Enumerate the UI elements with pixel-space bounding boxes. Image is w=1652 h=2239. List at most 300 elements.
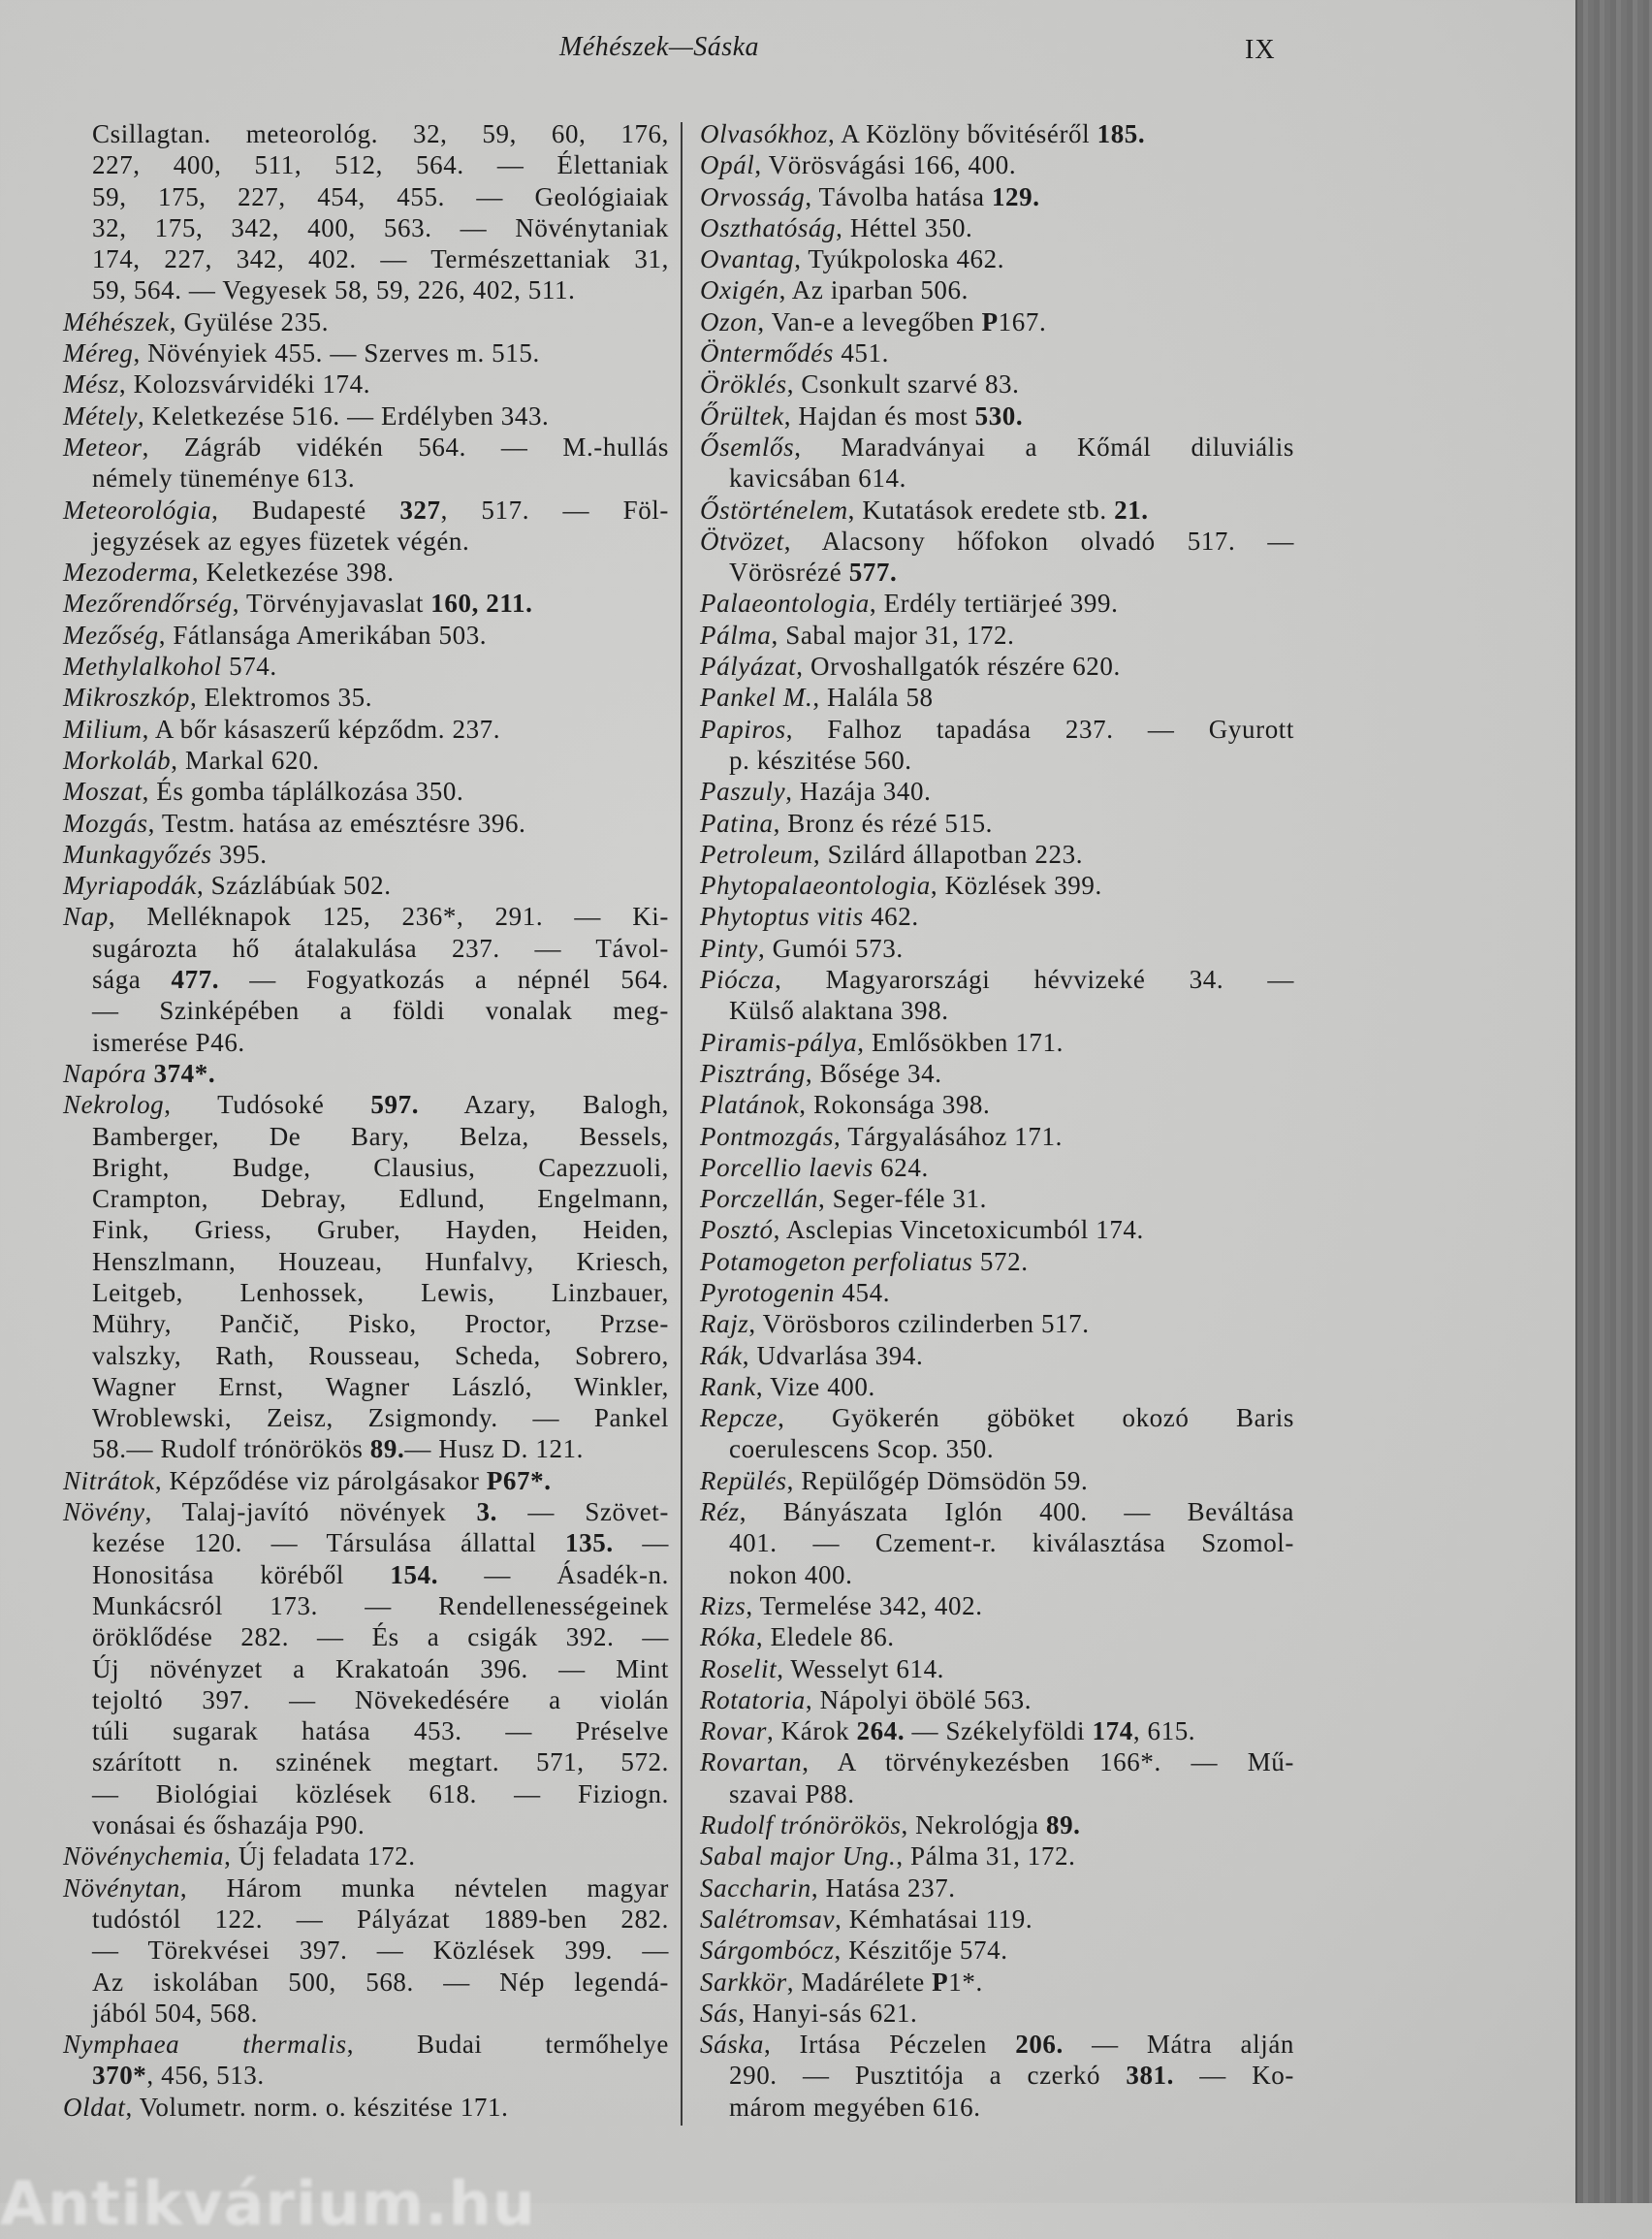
entry-text: 59, 175, 227, 454, 455. — Geológiaiak bbox=[92, 181, 669, 211]
index-entry-line bbox=[63, 620, 669, 651]
index-entry-line bbox=[700, 400, 1294, 432]
entry-text: p. készitése 560. bbox=[729, 745, 912, 775]
entry-text: , Három munka névtelen magyar bbox=[179, 1872, 669, 1903]
entry-text: , Van-e a levegőben bbox=[757, 306, 982, 336]
entry-text: , Halála 58 bbox=[812, 683, 934, 713]
index-entry-line bbox=[700, 1027, 1294, 1058]
entry-text: Honositása köréből bbox=[92, 1559, 391, 1589]
entry-headword: Napóra bbox=[63, 1058, 147, 1088]
index-entry bbox=[700, 588, 1294, 619]
entry-text: , A törvénykezésben 166*. — Mű- bbox=[802, 1747, 1294, 1777]
page-reference-bold: 577. bbox=[848, 558, 898, 588]
index-entry bbox=[63, 682, 669, 713]
entry-text: , Hajdan és most bbox=[783, 400, 975, 431]
entry-text: , Képződése viz párolgásakor bbox=[154, 1465, 487, 1495]
entry-headword: Róka bbox=[700, 1622, 756, 1652]
entry-headword: Meteorológia bbox=[63, 495, 212, 525]
index-entry bbox=[700, 1058, 1294, 1089]
entry-headword: Palaeontologia bbox=[700, 589, 870, 619]
index-entry bbox=[700, 1715, 1294, 1746]
index-entry bbox=[700, 651, 1294, 682]
index-entry-continuation-line bbox=[63, 1308, 669, 1339]
entry-headword: Methylalkohol bbox=[63, 652, 222, 682]
entry-text: , Gyökerén göböket okozó Baris bbox=[778, 1403, 1294, 1433]
index-entry-continuation-line bbox=[63, 181, 669, 212]
entry-text: , Bronz és rézé 515. bbox=[773, 808, 994, 838]
page-reference-bold: 89. bbox=[369, 1434, 405, 1464]
entry-text: nokon 400. bbox=[729, 1559, 853, 1589]
entry-headword: Milium bbox=[63, 714, 143, 744]
index-entry bbox=[700, 1465, 1294, 1496]
entry-headword: Saccharin bbox=[700, 1872, 811, 1903]
index-entry bbox=[700, 1214, 1294, 1245]
entry-headword: Rotatoria bbox=[700, 1684, 806, 1714]
index-entry bbox=[63, 337, 669, 368]
entry-headword: Phytoptus vitis bbox=[700, 902, 864, 932]
index-entry-line bbox=[63, 432, 669, 463]
index-entry bbox=[63, 1872, 669, 2029]
index-entry-continuation-line bbox=[63, 526, 669, 557]
entry-text: , Távolba hatása bbox=[805, 181, 992, 211]
entry-text: , Nekrológja bbox=[901, 1810, 1046, 1840]
entry-headword: Moszat bbox=[63, 777, 143, 807]
index-entry-line bbox=[63, 118, 669, 149]
index-entry-line bbox=[700, 212, 1294, 243]
index-entry bbox=[63, 588, 669, 619]
index-entry-continuation-line bbox=[63, 933, 669, 964]
index-entry-continuation-line bbox=[700, 1559, 1294, 1590]
entry-headword: Sáska bbox=[700, 2030, 764, 2060]
page-reference-bold: 174 bbox=[1092, 1716, 1133, 1746]
entry-text: 401. — Czement-r. kiválasztása Szomol- bbox=[729, 1528, 1294, 1558]
entry-text: , 517. — Föl- bbox=[440, 495, 670, 525]
index-entry-continuation-line bbox=[63, 1715, 669, 1746]
index-entry bbox=[63, 1465, 669, 1496]
index-entry bbox=[700, 1308, 1294, 1339]
entry-text: kezése 120. — Társulása állattal bbox=[92, 1528, 566, 1558]
index-entry bbox=[700, 1998, 1294, 2029]
entry-text: , Hanyi-sás 621. bbox=[738, 1998, 918, 2028]
index-entry-line bbox=[63, 495, 669, 526]
index-entry-continuation-line bbox=[63, 274, 669, 305]
entry-headword: Pankel M. bbox=[700, 683, 813, 713]
index-entry bbox=[700, 714, 1294, 777]
index-entry bbox=[700, 181, 1294, 212]
index-entry-line bbox=[700, 1840, 1294, 1871]
index-entry bbox=[700, 933, 1294, 964]
index-entry-line bbox=[63, 714, 669, 745]
entry-headword: Öröklés bbox=[700, 369, 787, 400]
index-entry-continuation-line bbox=[700, 745, 1294, 776]
entry-text: — Szövet- bbox=[497, 1497, 670, 1527]
entry-text: , Vize 400. bbox=[755, 1371, 875, 1401]
index-entry-continuation-line bbox=[700, 463, 1294, 494]
entry-text: , Melléknapok 125, 236*, 291. — Ki- bbox=[108, 902, 669, 932]
index-entry bbox=[63, 432, 669, 495]
entry-text: 227, 400, 511, 512, 564. — Élettaniak bbox=[92, 150, 669, 180]
index-entry bbox=[700, 1872, 1294, 1903]
entry-headword: Növénychemia bbox=[63, 1841, 225, 1871]
entry-text: , Kolozsvárvidéki 174. bbox=[118, 369, 371, 400]
entry-text: Munkácsról 173. — Rendellenességeinek bbox=[92, 1590, 669, 1620]
entry-headword: Őstörténelem bbox=[700, 495, 848, 525]
index-entry-line bbox=[700, 1746, 1294, 1777]
index-entry-line bbox=[700, 118, 1294, 149]
entry-text: , 456, 513. bbox=[146, 2061, 265, 2091]
entry-text: szavai P88. bbox=[729, 1778, 855, 1808]
entry-headword: Ozon bbox=[700, 306, 758, 336]
index-entry bbox=[700, 118, 1294, 149]
index-entry-continuation-line bbox=[63, 1746, 669, 1777]
entry-text: tejoltó 397. — Növekedésére a violán bbox=[92, 1684, 669, 1714]
index-entry-continuation-line bbox=[63, 1214, 669, 1245]
entry-headword: Mezoderma bbox=[63, 558, 192, 588]
index-entry-line bbox=[700, 1872, 1294, 1903]
entry-text: , Udvarlása 394. bbox=[742, 1340, 924, 1370]
entry-headword: Növénytan bbox=[63, 1872, 180, 1903]
index-entry bbox=[63, 1496, 669, 1840]
index-entry-line bbox=[63, 588, 669, 619]
entry-headword: Mikroszkóp bbox=[63, 683, 190, 713]
index-entry bbox=[700, 901, 1294, 932]
entry-text: márom megyében 616. bbox=[729, 2092, 981, 2122]
index-entry-continuation-line bbox=[63, 1246, 669, 1277]
entry-text: , Közlések 399. bbox=[930, 871, 1102, 901]
index-entry bbox=[700, 1935, 1294, 1966]
entry-text: , Tyúkpoloska 462. bbox=[794, 244, 1005, 274]
entry-text: — Fogyatkozás a népnél 564. bbox=[219, 965, 670, 995]
index-entry-line bbox=[63, 901, 669, 932]
entry-text: vonásai és őshazája P90. bbox=[92, 1810, 365, 1840]
entry-headword: Oldat bbox=[63, 2092, 126, 2122]
entry-headword: Posztó bbox=[700, 1215, 774, 1245]
entry-headword: Piramis-pálya bbox=[700, 1027, 858, 1057]
index-entry bbox=[700, 1027, 1294, 1058]
entry-text: , Volumetr. norm. o. készitése 171. bbox=[125, 2092, 509, 2122]
index-entry-line bbox=[63, 1872, 669, 1903]
index-entry-line bbox=[700, 1214, 1294, 1245]
entry-text: , És gomba táplálkozása 350. bbox=[142, 777, 464, 807]
index-entry-continuation-line bbox=[63, 1340, 669, 1371]
index-entry-line bbox=[700, 306, 1294, 337]
entry-text: 32, 175, 342, 400, 563. — Növénytaniak bbox=[92, 212, 669, 242]
index-entry-line bbox=[700, 1058, 1294, 1089]
index-entry-line bbox=[700, 839, 1294, 870]
page-reference-bold: 530. bbox=[974, 400, 1024, 431]
index-entry bbox=[700, 212, 1294, 243]
entry-headword: Morkoláb bbox=[63, 745, 172, 775]
index-entry-line bbox=[700, 1496, 1294, 1527]
index-entry bbox=[700, 306, 1294, 337]
page-reference-bold: 370* bbox=[92, 2061, 147, 2091]
entry-text: kavicsában 614. bbox=[729, 464, 906, 494]
entry-text: , Seger-féle 31. bbox=[817, 1184, 987, 1214]
book-binding-edge bbox=[1575, 0, 1652, 2203]
index-entry bbox=[63, 368, 669, 400]
entry-headword: Porczellán bbox=[700, 1184, 818, 1214]
index-entry-line bbox=[700, 682, 1294, 713]
entry-text: Bamberger, De Bary, Belza, Bessels, bbox=[92, 1121, 669, 1151]
entry-text: Azary, Balogh, bbox=[419, 1090, 669, 1120]
entry-text: Leitgeb, Lenhossek, Lewis, Linzbauer, bbox=[92, 1277, 669, 1307]
entry-text: 1*. bbox=[948, 1967, 983, 1997]
entry-headword: Mezőrendőrség bbox=[63, 589, 233, 619]
index-entry-continuation-line bbox=[63, 243, 669, 274]
entry-text: jegyzések az egyes füzetek végén. bbox=[92, 526, 470, 556]
entry-headword: Meteor bbox=[63, 432, 143, 462]
index-entry-continuation-line bbox=[63, 212, 669, 243]
entry-text: , Károk bbox=[766, 1716, 857, 1746]
index-entry-line bbox=[700, 870, 1294, 901]
entry-text: , Maradványai a Kőmál diluviális bbox=[794, 432, 1294, 462]
index-entry bbox=[700, 2029, 1294, 2123]
index-entry bbox=[700, 776, 1294, 807]
index-entry-line bbox=[63, 400, 669, 432]
index-entry-line bbox=[63, 2029, 669, 2060]
index-entry bbox=[700, 1840, 1294, 1871]
index-entry-continuation-line bbox=[63, 1433, 669, 1464]
index-entry-line bbox=[700, 1089, 1294, 1120]
entry-headword: Sabal major Ung. bbox=[700, 1841, 897, 1871]
index-entry bbox=[700, 495, 1294, 526]
index-entry-line bbox=[700, 1684, 1294, 1715]
index-entry-continuation-line bbox=[63, 1935, 669, 1966]
index-entry bbox=[700, 1121, 1294, 1152]
index-entry-continuation-line bbox=[63, 1371, 669, 1402]
index-entry-line bbox=[700, 1121, 1294, 1152]
entry-headword: Mozgás bbox=[63, 808, 148, 838]
index-entry-line bbox=[700, 274, 1294, 305]
entry-text: 167. bbox=[998, 306, 1047, 336]
index-entry-continuation-line bbox=[700, 995, 1294, 1026]
index-entry bbox=[700, 1621, 1294, 1652]
entry-text: , Nápolyi öbölé 563. bbox=[805, 1684, 1032, 1714]
page-reference-bold: 3. bbox=[476, 1497, 497, 1527]
index-entry-continuation-line bbox=[63, 1277, 669, 1308]
entry-headword: Potamogeton perfoliatus bbox=[700, 1246, 973, 1276]
entry-headword: Piócza bbox=[700, 965, 776, 995]
entry-headword: Paszuly bbox=[700, 777, 786, 807]
index-entry bbox=[700, 682, 1294, 713]
entry-headword: Rovartan bbox=[700, 1747, 803, 1777]
index-entry-line bbox=[700, 1903, 1294, 1935]
index-entry-line bbox=[63, 557, 669, 588]
entry-text: , Kutatások eredete stb. bbox=[847, 495, 1115, 525]
index-entry bbox=[700, 1746, 1294, 1809]
entry-text: , 615. bbox=[1132, 1716, 1196, 1746]
entry-text: , Rokonsága 398. bbox=[799, 1090, 991, 1120]
index-entry-line bbox=[63, 682, 669, 713]
index-entry-continuation-line bbox=[63, 1402, 669, 1433]
entry-headword: Ősemlős bbox=[700, 432, 795, 462]
entry-text: valszky, Rath, Rousseau, Scheda, Sobrero, bbox=[92, 1340, 669, 1370]
index-entry bbox=[700, 243, 1294, 274]
index-entry bbox=[700, 1340, 1294, 1371]
entry-text: , Százlábúak 502. bbox=[196, 871, 392, 901]
entry-headword: Rank bbox=[700, 1371, 756, 1401]
entry-text: jából 504, 568. bbox=[92, 1998, 258, 2028]
page-reference-bold: 89. bbox=[1045, 1810, 1081, 1840]
entry-headword: Mész bbox=[63, 369, 119, 400]
entry-text: , Budapesté bbox=[211, 495, 400, 525]
index-entry bbox=[700, 526, 1294, 589]
index-entry-line bbox=[700, 588, 1294, 619]
index-entry-line bbox=[63, 368, 669, 400]
entry-text: , Testm. hatása az emésztésre 396. bbox=[147, 808, 526, 838]
entry-text: , Repülőgép Dömsödön 59. bbox=[786, 1465, 1089, 1495]
index-entry-line bbox=[700, 1998, 1294, 2029]
entry-headword: Rák bbox=[700, 1340, 743, 1370]
entry-headword: Sarkkör bbox=[700, 1967, 787, 1997]
entry-text: szárított n. szinének megtart. 571, 572. bbox=[92, 1747, 669, 1777]
entry-text: — Mátra alján bbox=[1063, 2030, 1295, 2060]
entry-text: , Tudósoké bbox=[164, 1090, 371, 1120]
page-reference-bold: 160, 211. bbox=[430, 589, 533, 619]
index-entry bbox=[700, 1277, 1294, 1308]
index-entry-line bbox=[700, 243, 1294, 274]
index-entry-line bbox=[63, 870, 669, 901]
entry-headword: Roselit bbox=[700, 1653, 778, 1683]
entry-headword: Myriapodák bbox=[63, 871, 197, 901]
entry-headword: Nap bbox=[63, 902, 109, 932]
entry-headword: Pálma bbox=[700, 620, 772, 650]
index-entry-line bbox=[700, 933, 1294, 964]
entry-headword: Méreg bbox=[63, 338, 134, 368]
index-entry bbox=[700, 149, 1294, 180]
entry-text: , Csonkult szarvé 83. bbox=[786, 369, 1020, 400]
index-entry bbox=[700, 337, 1294, 368]
entry-text: Bright, Budge, Clausius, Capezzuoli, bbox=[92, 1152, 669, 1182]
entry-text: , Alacsony hőfokon olvadó 517. — bbox=[783, 526, 1294, 556]
index-entry bbox=[700, 1371, 1294, 1402]
entry-text: , Új feladata 172. bbox=[224, 1841, 416, 1871]
index-entry-line bbox=[63, 2092, 669, 2123]
entry-text: , Budai termőhelye bbox=[346, 2030, 669, 2060]
entry-text: 572. bbox=[972, 1246, 1029, 1276]
index-entry bbox=[700, 274, 1294, 305]
index-entry bbox=[700, 368, 1294, 400]
entry-headword: Őrültek bbox=[700, 400, 784, 431]
entry-text: , Zágráb vidékén 564. — M.-hullás bbox=[142, 432, 669, 462]
index-entry bbox=[700, 1809, 1294, 1840]
page-reference-bold: P67*. bbox=[486, 1465, 552, 1495]
entry-text: , Kémhatásai 119. bbox=[835, 1903, 1033, 1934]
index-entry-continuation-line bbox=[63, 964, 669, 995]
entry-headword: Öntermődés bbox=[700, 338, 834, 368]
page-reference-bold: 135. bbox=[565, 1528, 614, 1558]
index-entry bbox=[700, 1152, 1294, 1183]
entry-text: — Szinképében a földi vonalak meg- bbox=[92, 996, 669, 1026]
index-entry bbox=[63, 495, 669, 558]
entry-text: 454. bbox=[835, 1277, 891, 1307]
entry-text: — Husz D. 121. bbox=[404, 1434, 584, 1464]
index-entry bbox=[700, 432, 1294, 495]
index-entry-continuation-line bbox=[63, 1152, 669, 1183]
index-entry-continuation-line bbox=[63, 2060, 669, 2091]
index-entry bbox=[700, 400, 1294, 432]
index-entry-line bbox=[700, 1465, 1294, 1496]
index-entry bbox=[63, 557, 669, 588]
index-entry bbox=[63, 620, 669, 651]
watermark: Antikvárium.hu bbox=[0, 2168, 536, 2239]
page-reference-bold: 185. bbox=[1096, 119, 1146, 148]
index-entry-continuation-line bbox=[700, 1433, 1294, 1464]
page-reference-bold: P bbox=[981, 306, 999, 336]
entry-text: öröklődése 282. — És a csigák 392. — bbox=[92, 1622, 669, 1652]
entry-headword: Rajz bbox=[700, 1309, 749, 1339]
index-entry-line bbox=[63, 1058, 669, 1089]
index-entry-continuation-line bbox=[63, 1684, 669, 1715]
index-entry bbox=[700, 620, 1294, 651]
entry-text: Csillagtan. meteorológ. 32, 59, 60, 176, bbox=[92, 119, 669, 148]
index-entry bbox=[63, 2092, 669, 2123]
index-entry-line bbox=[700, 432, 1294, 463]
entry-headword: Nymphaea thermalis bbox=[63, 2030, 347, 2060]
entry-text: — Törekvései 397. — Közlések 399. — bbox=[92, 1935, 669, 1966]
index-entry-continuation-line bbox=[63, 1778, 669, 1809]
index-entry-continuation-line bbox=[63, 1121, 669, 1152]
index-entry-line bbox=[63, 1840, 669, 1871]
entry-headword: Petroleum bbox=[700, 839, 813, 869]
entry-text: , Asclepias Vincetoxicumból 174. bbox=[773, 1215, 1144, 1245]
entry-headword: Munkagyőzés bbox=[63, 839, 212, 869]
index-entry-line bbox=[700, 1715, 1294, 1746]
index-entry-continuation-line bbox=[63, 995, 669, 1026]
entry-text: , A bőr kásaszerű képződm. 237. bbox=[142, 714, 501, 744]
index-column-left bbox=[63, 118, 669, 2123]
entry-headword: Pontmozgás bbox=[700, 1121, 835, 1151]
entry-headword: Oszthatóság bbox=[700, 212, 837, 242]
index-entry bbox=[63, 870, 669, 901]
entry-text: coerulescens Scop. 350. bbox=[729, 1434, 995, 1464]
entry-text: 451. bbox=[833, 338, 889, 368]
entry-text: Henszlmann, Houzeau, Hunfalvy, Kriesch, bbox=[92, 1246, 669, 1276]
page-reference-bold: 206. bbox=[1015, 2030, 1064, 2060]
index-entry-line bbox=[700, 495, 1294, 526]
index-entry bbox=[700, 1496, 1294, 1590]
index-entry-continuation-line bbox=[700, 2092, 1294, 2123]
entry-headword: Rizs bbox=[700, 1590, 747, 1620]
index-entry-line bbox=[63, 808, 669, 839]
index-entry bbox=[700, 1967, 1294, 1998]
entry-text: , Irtása Péczelen bbox=[764, 2030, 1016, 2060]
entry-headword: Repcze bbox=[700, 1403, 778, 1433]
entry-headword: Réz bbox=[700, 1497, 740, 1527]
running-title: Méhészek—Sáska bbox=[559, 32, 760, 62]
index-entry bbox=[700, 1246, 1294, 1277]
index-entry-line bbox=[700, 149, 1294, 180]
index-entry bbox=[63, 776, 669, 807]
index-entry-continuation-line bbox=[700, 557, 1294, 588]
index-entry-line bbox=[700, 1371, 1294, 1402]
index-entry-continuation-line bbox=[63, 1809, 669, 1840]
entry-text: , Szilárd állapotban 223. bbox=[812, 839, 1084, 869]
entry-text: , Wesselyt 614. bbox=[777, 1653, 945, 1683]
entry-text: sugározta hő átalakulása 237. — Távol- bbox=[92, 933, 669, 963]
column-divider bbox=[681, 122, 683, 2126]
entry-headword: Métely bbox=[63, 400, 139, 431]
entry-headword: Rovar bbox=[700, 1716, 767, 1746]
entry-headword: Pinty bbox=[700, 933, 758, 963]
page-number: IX bbox=[1245, 35, 1276, 65]
page-reference-bold: 327 bbox=[399, 495, 441, 525]
entry-text: , Készitője 574. bbox=[834, 1935, 1008, 1966]
entry-text: Wagner Ernst, Wagner László, Winkler, bbox=[92, 1371, 669, 1401]
index-entry-line bbox=[700, 1402, 1294, 1433]
entry-text: Az iskolában 500, 568. — Nép legendá- bbox=[92, 1967, 669, 1997]
index-entry-line bbox=[63, 337, 669, 368]
index-entry-line bbox=[63, 1496, 669, 1527]
